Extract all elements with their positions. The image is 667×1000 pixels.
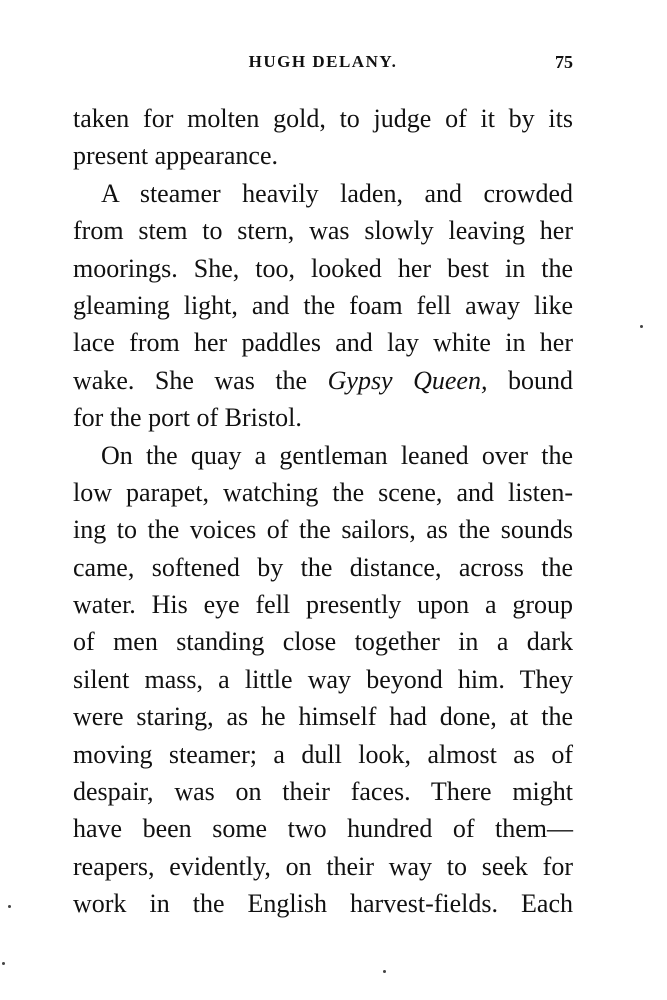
ship-name: Gypsy Queen, [327, 365, 488, 395]
text-line: for the port of Bristol. [73, 403, 302, 433]
text-line: from stem to stern, was slowly leaving her [73, 216, 573, 246]
text-line: of men standing close together in a dark [73, 627, 573, 657]
running-head: HUGH DELANY. [248, 52, 398, 71]
text-line: gleaming light, and the foam fell away like [73, 290, 573, 320]
page-header [73, 52, 573, 76]
text-line: low parapet, watching the scene, and listen- [73, 477, 573, 507]
text-segment: bound [487, 365, 573, 395]
text-line: A steamer heavily laden, and crowded [101, 178, 573, 208]
text-line: taken for molten gold, to judge of it by its [73, 104, 573, 133]
text-line: lace from her paddles and lay white in her [73, 328, 573, 358]
text-line: came, softened by the distance, across the [73, 552, 573, 582]
text-line: were staring, as he himself had done, at the [73, 702, 573, 732]
text-line: water. His eye fell presently upon a group [73, 590, 573, 620]
text-line: have been some two hundred of them— [73, 814, 573, 844]
text-line: reapers, evidently, on their way to seek for [73, 851, 573, 881]
text-line: despair, was on their faces. There might [73, 777, 573, 807]
text-line: ing to the voices of the sailors, as the sounds [73, 515, 573, 545]
text-line: work in the English harvest-fields. Each [73, 889, 573, 919]
body-text [73, 100, 573, 923]
text-line: moving steamer; a dull look, almost as of [73, 739, 573, 769]
text-line: present appearance. [73, 141, 278, 171]
print-speck [383, 970, 386, 973]
print-speck [640, 325, 643, 328]
text-segment: wake. She was the [73, 365, 328, 395]
text-line [73, 362, 573, 399]
page-number: 75 [555, 52, 573, 72]
text-line: silent mass, a little way beyond him. They [73, 664, 573, 694]
print-speck [8, 905, 11, 908]
text-line: On the quay a gentleman leaned over the [101, 440, 573, 470]
text-line: moorings. She, too, looked her best in the [73, 253, 573, 283]
print-speck [2, 962, 5, 965]
